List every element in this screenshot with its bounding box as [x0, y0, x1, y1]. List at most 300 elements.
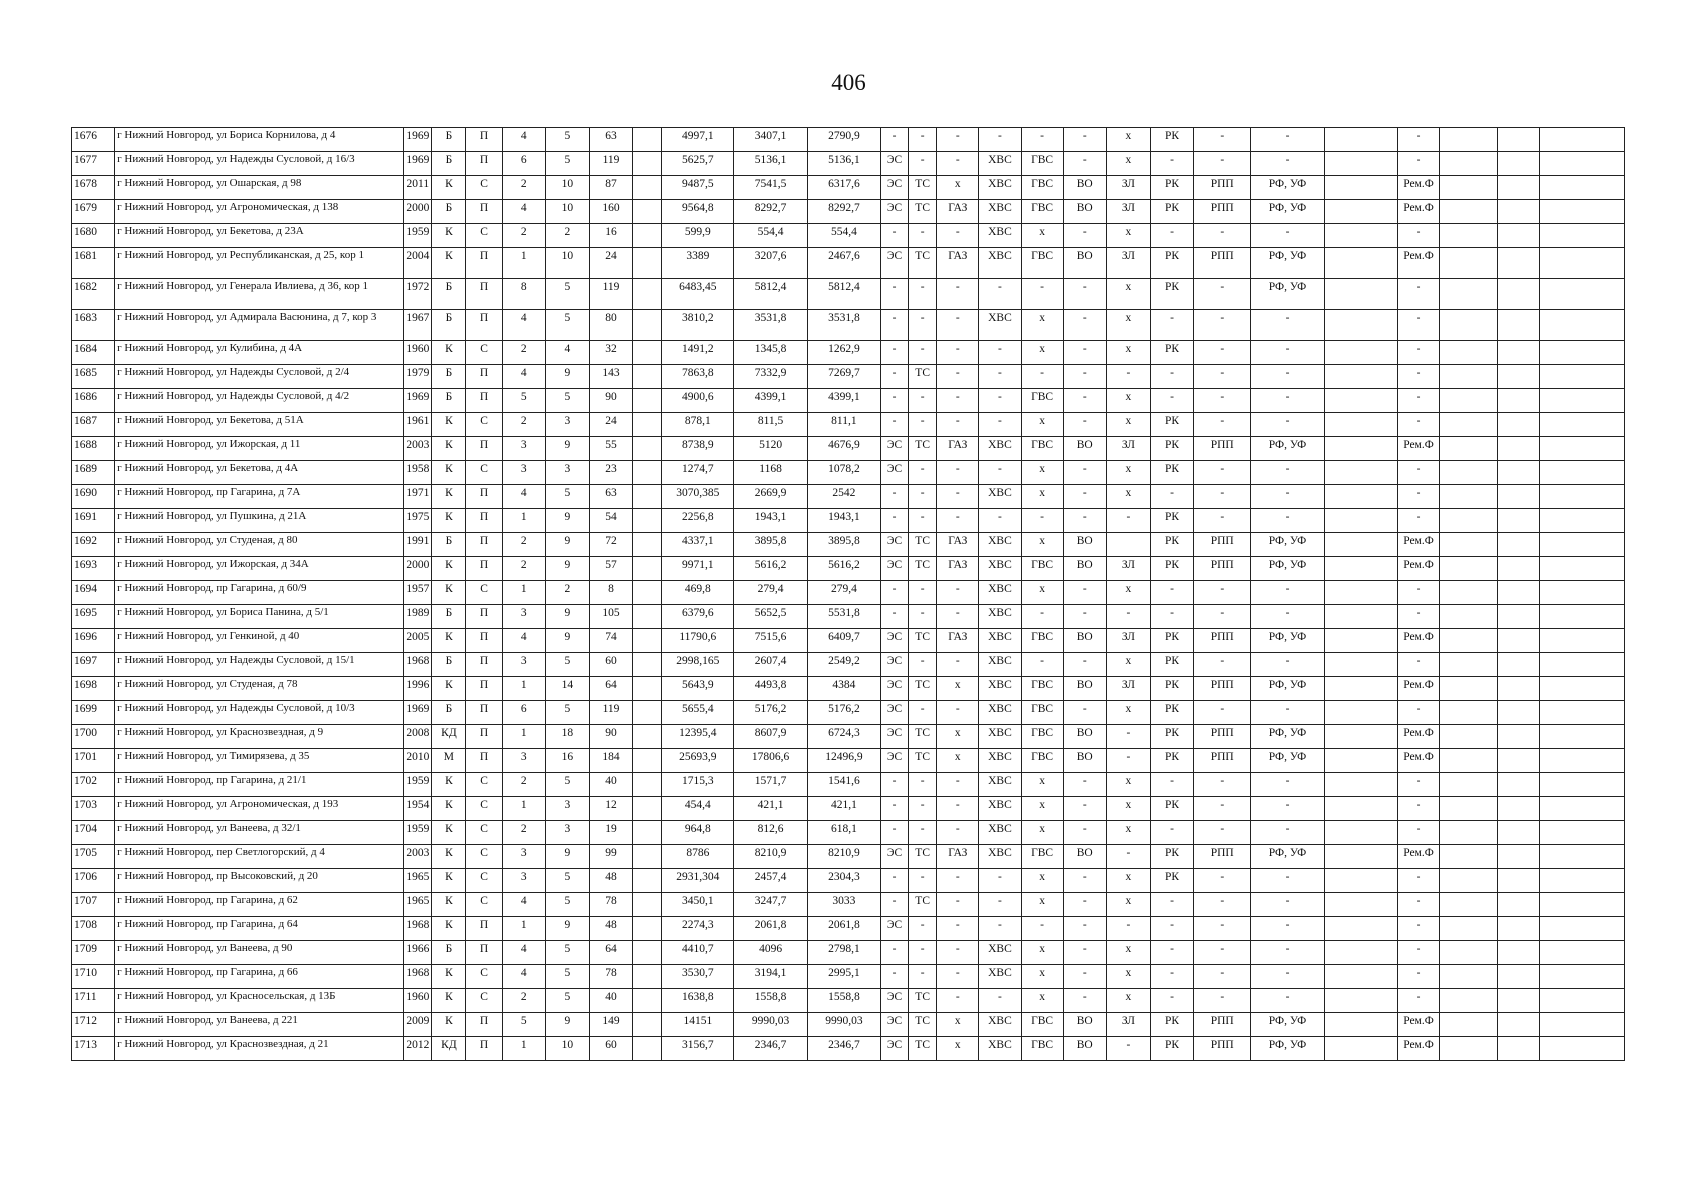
table-cell: 1968: [404, 965, 432, 989]
table-cell: -: [937, 869, 979, 893]
table-cell: х: [937, 749, 979, 773]
table-cell: 3895,8: [807, 533, 880, 557]
table-row: [72, 509, 1625, 533]
table-cell: [633, 437, 662, 461]
table-cell: 3: [502, 653, 545, 677]
table-cell: 119: [589, 152, 632, 176]
table-cell: [1324, 893, 1397, 917]
table-cell: ГВС: [1021, 1037, 1063, 1061]
table-cell: -: [1251, 413, 1324, 437]
table-cell: [1498, 152, 1540, 176]
table-cell: 2346,7: [734, 1037, 807, 1061]
table-cell: 2995,1: [807, 965, 880, 989]
table-cell: 6379,6: [662, 605, 734, 629]
table-cell: 3070,385: [662, 485, 734, 509]
table-cell: 80: [589, 310, 632, 341]
table-cell: 184: [589, 749, 632, 773]
table-cell: ТС: [909, 845, 937, 869]
address-cell: г Нижний Новгород, ул Ванеева, д 90: [115, 941, 404, 965]
table-cell: П: [466, 941, 502, 965]
table-cell: -: [1194, 413, 1251, 437]
table-cell: 1967: [404, 310, 432, 341]
table-cell: -: [1063, 821, 1106, 845]
table-cell: х: [1106, 128, 1150, 152]
table-cell: 4410,7: [662, 941, 734, 965]
table-cell: 9: [545, 557, 589, 581]
table-cell: К: [432, 581, 466, 605]
table-cell: Рем.Ф: [1397, 677, 1439, 701]
table-cell: 2003: [404, 845, 432, 869]
table-cell: 2: [502, 176, 545, 200]
table-cell: [1540, 1037, 1625, 1061]
table-cell: 10: [545, 1037, 589, 1061]
table-cell: [1440, 485, 1498, 509]
table-cell: 2549,2: [807, 653, 880, 677]
table-cell: С: [466, 797, 502, 821]
table-cell: 2: [545, 581, 589, 605]
table-cell: 421,1: [807, 797, 880, 821]
table-cell: -: [881, 821, 909, 845]
table-cell: х: [1021, 461, 1063, 485]
table-cell: -: [1194, 341, 1251, 365]
table-cell: [633, 485, 662, 509]
table-cell: 2304,3: [807, 869, 880, 893]
table-cell: 5812,4: [734, 279, 807, 310]
table-cell: [633, 941, 662, 965]
table-cell: -: [1150, 773, 1193, 797]
table-cell: ВО: [1063, 749, 1106, 773]
table-cell: [1440, 749, 1498, 773]
table-cell: [633, 821, 662, 845]
table-cell: [1324, 749, 1397, 773]
table-cell: [1324, 341, 1397, 365]
table-cell: [1324, 677, 1397, 701]
table-cell: х: [1021, 224, 1063, 248]
table-cell: 24: [589, 248, 632, 279]
table-cell: -: [909, 128, 937, 152]
table-cell: -: [1251, 365, 1324, 389]
row-number-cell: 1696: [72, 629, 115, 653]
table-cell: [633, 152, 662, 176]
table-cell: 5616,2: [807, 557, 880, 581]
table-cell: [1324, 176, 1397, 200]
table-cell: РФ, УФ: [1251, 725, 1324, 749]
table-cell: -: [1251, 224, 1324, 248]
address-cell: г Нижний Новгород, ул Агрономическая, д 138: [115, 200, 404, 224]
table-cell: 2004: [404, 248, 432, 279]
table-cell: 3194,1: [734, 965, 807, 989]
table-cell: -: [1397, 797, 1439, 821]
table-cell: [1440, 629, 1498, 653]
table-cell: 1960: [404, 341, 432, 365]
table-cell: [633, 893, 662, 917]
table-cell: [633, 917, 662, 941]
table-cell: -: [1397, 893, 1439, 917]
table-cell: [1440, 389, 1498, 413]
table-cell: РК: [1150, 677, 1193, 701]
table-cell: -: [1194, 821, 1251, 845]
table-cell: [1540, 1013, 1625, 1037]
table-cell: ЭС: [881, 461, 909, 485]
table-cell: РК: [1150, 725, 1193, 749]
table-cell: 2931,304: [662, 869, 734, 893]
table-cell: 6: [502, 701, 545, 725]
table-cell: [1324, 581, 1397, 605]
table-cell: [1540, 413, 1625, 437]
table-cell: 3895,8: [734, 533, 807, 557]
table-cell: -: [1251, 653, 1324, 677]
table-cell: [1440, 1037, 1498, 1061]
table-cell: К: [432, 557, 466, 581]
row-number-cell: 1698: [72, 677, 115, 701]
address-cell: г Нижний Новгород, ул Ижорская, д 11: [115, 437, 404, 461]
table-cell: С: [466, 893, 502, 917]
table-cell: -: [1106, 605, 1150, 629]
table-cell: -: [1063, 917, 1106, 941]
table-cell: К: [432, 176, 466, 200]
table-cell: П: [466, 365, 502, 389]
table-cell: ХВС: [979, 437, 1021, 461]
table-cell: ТС: [909, 533, 937, 557]
table-cell: Рем.Ф: [1397, 557, 1439, 581]
table-cell: [1498, 917, 1540, 941]
table-cell: 5: [545, 965, 589, 989]
table-cell: 40: [589, 989, 632, 1013]
table-cell: ГВС: [1021, 629, 1063, 653]
table-cell: ЗЛ: [1106, 557, 1150, 581]
row-number-cell: 1695: [72, 605, 115, 629]
table-cell: 3: [502, 437, 545, 461]
table-cell: 2: [502, 224, 545, 248]
address-cell: г Нижний Новгород, ул Ижорская, д 34А: [115, 557, 404, 581]
table-cell: 4: [502, 965, 545, 989]
address-cell: г Нижний Новгород, ул Бекетова, д 51А: [115, 413, 404, 437]
table-cell: К: [432, 461, 466, 485]
address-cell: г Нижний Новгород, ул Бориса Корнилова, д 4: [115, 128, 404, 152]
table-cell: [633, 653, 662, 677]
table-cell: ГВС: [1021, 152, 1063, 176]
table-cell: [633, 773, 662, 797]
table-cell: -: [881, 485, 909, 509]
table-cell: РК: [1150, 341, 1193, 365]
table-cell: -: [1194, 653, 1251, 677]
table-cell: 48: [589, 917, 632, 941]
table-cell: [1324, 413, 1397, 437]
address-cell: г Нижний Новгород, ул Бекетова, д 23А: [115, 224, 404, 248]
table-cell: 1961: [404, 413, 432, 437]
table-row: [72, 461, 1625, 485]
table-cell: 5: [545, 389, 589, 413]
table-cell: [1540, 965, 1625, 989]
table-cell: -: [1063, 224, 1106, 248]
table-cell: 1638,8: [662, 989, 734, 1013]
table-cell: С: [466, 341, 502, 365]
table-cell: [1324, 629, 1397, 653]
table-cell: [1440, 341, 1498, 365]
table-cell: К: [432, 341, 466, 365]
table-cell: [633, 557, 662, 581]
table-cell: 9: [545, 1013, 589, 1037]
table-cell: -: [1251, 605, 1324, 629]
table-cell: 5: [545, 128, 589, 152]
table-cell: С: [466, 869, 502, 893]
table-cell: Рем.Ф: [1397, 437, 1439, 461]
table-cell: 160: [589, 200, 632, 224]
table-cell: -: [1063, 701, 1106, 725]
address-cell: г Нижний Новгород, ул Кулибина, д 4А: [115, 341, 404, 365]
table-cell: [1540, 725, 1625, 749]
table-cell: -: [881, 310, 909, 341]
table-cell: 2457,4: [734, 869, 807, 893]
table-cell: [1440, 437, 1498, 461]
address-cell: г Нижний Новгород, ул Красносельская, д 13Б: [115, 989, 404, 1013]
table-cell: ГВС: [1021, 725, 1063, 749]
table-cell: П: [466, 485, 502, 509]
table-cell: К: [432, 893, 466, 917]
table-cell: КД: [432, 725, 466, 749]
table-cell: [1440, 773, 1498, 797]
table-cell: 4: [502, 310, 545, 341]
table-cell: К: [432, 1013, 466, 1037]
row-number-cell: 1678: [72, 176, 115, 200]
table-cell: -: [1251, 461, 1324, 485]
table-cell: 5120: [734, 437, 807, 461]
table-cell: [633, 341, 662, 365]
table-cell: ГВС: [1021, 557, 1063, 581]
table-cell: РФ, УФ: [1251, 1037, 1324, 1061]
row-number-cell: 1693: [72, 557, 115, 581]
table-cell: ХВС: [979, 200, 1021, 224]
row-number-cell: 1684: [72, 341, 115, 365]
table-cell: 10: [545, 248, 589, 279]
table-cell: х: [1106, 389, 1150, 413]
address-cell: г Нижний Новгород, пр Гагарина, д 7А: [115, 485, 404, 509]
table-cell: -: [1251, 152, 1324, 176]
row-number-cell: 1690: [72, 485, 115, 509]
table-cell: -: [1063, 152, 1106, 176]
table-cell: -: [909, 965, 937, 989]
table-cell: 1: [502, 917, 545, 941]
table-cell: [1324, 310, 1397, 341]
table-cell: ТС: [909, 1037, 937, 1061]
table-cell: -: [1106, 365, 1150, 389]
table-cell: 119: [589, 279, 632, 310]
table-cell: -: [1397, 128, 1439, 152]
table-cell: 12496,9: [807, 749, 880, 773]
table-cell: [1440, 248, 1498, 279]
table-cell: -: [937, 605, 979, 629]
table-cell: [1440, 989, 1498, 1013]
table-cell: ХВС: [979, 581, 1021, 605]
table-cell: 9: [545, 437, 589, 461]
table-cell: 1965: [404, 893, 432, 917]
table-cell: 1969: [404, 389, 432, 413]
table-cell: 9564,8: [662, 200, 734, 224]
table-row: [72, 413, 1625, 437]
table-cell: [1324, 653, 1397, 677]
table-cell: 5: [502, 1013, 545, 1037]
table-cell: 1558,8: [807, 989, 880, 1013]
table-cell: [633, 365, 662, 389]
table-row: [72, 200, 1625, 224]
table-cell: ТС: [909, 629, 937, 653]
table-cell: -: [1397, 152, 1439, 176]
row-number-cell: 1704: [72, 821, 115, 845]
table-cell: 3: [545, 461, 589, 485]
table-cell: Б: [432, 605, 466, 629]
table-cell: 63: [589, 128, 632, 152]
table-cell: РК: [1150, 176, 1193, 200]
table-cell: -: [937, 461, 979, 485]
table-cell: 618,1: [807, 821, 880, 845]
table-cell: [1440, 797, 1498, 821]
table-cell: ЗЛ: [1106, 629, 1150, 653]
table-cell: ЗЛ: [1106, 176, 1150, 200]
table-cell: -: [937, 128, 979, 152]
table-cell: 2011: [404, 176, 432, 200]
table-cell: 4399,1: [734, 389, 807, 413]
table-cell: [1498, 128, 1540, 152]
table-cell: ГВС: [1021, 749, 1063, 773]
table-cell: ЭС: [881, 1037, 909, 1061]
table-cell: [1324, 152, 1397, 176]
table-cell: -: [1194, 581, 1251, 605]
table-cell: С: [466, 989, 502, 1013]
table-cell: 5136,1: [734, 152, 807, 176]
table-cell: 5: [545, 893, 589, 917]
table-cell: 4: [502, 941, 545, 965]
table-cell: [1324, 1013, 1397, 1037]
address-cell: г Нижний Новгород, ул Надежды Сусловой, д 4/2: [115, 389, 404, 413]
table-cell: -: [881, 869, 909, 893]
table-cell: -: [937, 917, 979, 941]
table-cell: 12: [589, 797, 632, 821]
table-cell: 1558,8: [734, 989, 807, 1013]
table-cell: [1540, 365, 1625, 389]
table-cell: РПП: [1194, 437, 1251, 461]
table-cell: -: [1150, 224, 1193, 248]
table-cell: -: [1150, 389, 1193, 413]
table-cell: [1540, 248, 1625, 279]
table-cell: 64: [589, 941, 632, 965]
table-cell: -: [1106, 845, 1150, 869]
table-row: [72, 701, 1625, 725]
table-cell: 1966: [404, 941, 432, 965]
table-cell: -: [1063, 773, 1106, 797]
table-cell: [1498, 653, 1540, 677]
table-cell: РК: [1150, 701, 1193, 725]
table-cell: [1324, 701, 1397, 725]
table-row: [72, 310, 1625, 341]
table-cell: -: [909, 653, 937, 677]
table-cell: Рем.Ф: [1397, 1013, 1439, 1037]
table-cell: 2607,4: [734, 653, 807, 677]
table-cell: ТС: [909, 677, 937, 701]
table-cell: РПП: [1194, 248, 1251, 279]
table-cell: 1959: [404, 773, 432, 797]
table-row: [72, 677, 1625, 701]
table-cell: [633, 677, 662, 701]
table-cell: КД: [432, 1037, 466, 1061]
table-cell: 1959: [404, 224, 432, 248]
table-cell: [633, 389, 662, 413]
table-cell: [1324, 248, 1397, 279]
table-cell: -: [881, 279, 909, 310]
table-cell: П: [466, 677, 502, 701]
table-cell: 1: [502, 248, 545, 279]
table-cell: х: [1021, 581, 1063, 605]
table-cell: ВО: [1063, 1013, 1106, 1037]
address-cell: г Нижний Новгород, ул Студеная, д 80: [115, 533, 404, 557]
table-cell: -: [937, 821, 979, 845]
table-cell: -: [1021, 365, 1063, 389]
table-cell: РПП: [1194, 749, 1251, 773]
table-cell: -: [1150, 965, 1193, 989]
table-cell: РФ, УФ: [1251, 1013, 1324, 1037]
table-cell: 16: [545, 749, 589, 773]
table-cell: РПП: [1194, 533, 1251, 557]
address-cell: г Нижний Новгород, ул Краснозвездная, д 21: [115, 1037, 404, 1061]
table-cell: 5: [545, 869, 589, 893]
table-cell: РК: [1150, 797, 1193, 821]
table-cell: -: [1251, 389, 1324, 413]
table-cell: -: [1021, 605, 1063, 629]
table-cell: П: [466, 310, 502, 341]
table-cell: [633, 509, 662, 533]
table-cell: -: [909, 701, 937, 725]
table-cell: -: [937, 893, 979, 917]
table-cell: [1324, 821, 1397, 845]
table-cell: [1540, 773, 1625, 797]
table-cell: [1498, 701, 1540, 725]
table-cell: 3: [545, 413, 589, 437]
table-cell: С: [466, 845, 502, 869]
table-cell: -: [937, 389, 979, 413]
table-cell: ТС: [909, 725, 937, 749]
table-cell: -: [1251, 821, 1324, 845]
row-number-cell: 1709: [72, 941, 115, 965]
table-cell: 9: [545, 917, 589, 941]
table-cell: -: [937, 341, 979, 365]
table-cell: 9: [545, 509, 589, 533]
table-cell: 421,1: [734, 797, 807, 821]
table-cell: -: [881, 581, 909, 605]
table-cell: 3247,7: [734, 893, 807, 917]
table-cell: ЭС: [881, 176, 909, 200]
table-cell: х: [1106, 701, 1150, 725]
table-cell: 4337,1: [662, 533, 734, 557]
table-cell: -: [1397, 773, 1439, 797]
table-cell: х: [1106, 797, 1150, 821]
table-row: [72, 581, 1625, 605]
table-cell: х: [1021, 310, 1063, 341]
table-cell: [1498, 581, 1540, 605]
table-row: [72, 248, 1625, 279]
table-cell: х: [1021, 533, 1063, 557]
table-cell: [1324, 128, 1397, 152]
table-cell: ГВС: [1021, 248, 1063, 279]
table-cell: ТС: [909, 557, 937, 581]
table-cell: [1440, 152, 1498, 176]
table-cell: П: [466, 389, 502, 413]
table-cell: [1498, 821, 1540, 845]
row-number-cell: 1688: [72, 437, 115, 461]
table-cell: [633, 310, 662, 341]
table-cell: РФ, УФ: [1251, 200, 1324, 224]
table-cell: [1440, 581, 1498, 605]
table-cell: -: [1397, 341, 1439, 365]
table-cell: -: [1251, 893, 1324, 917]
